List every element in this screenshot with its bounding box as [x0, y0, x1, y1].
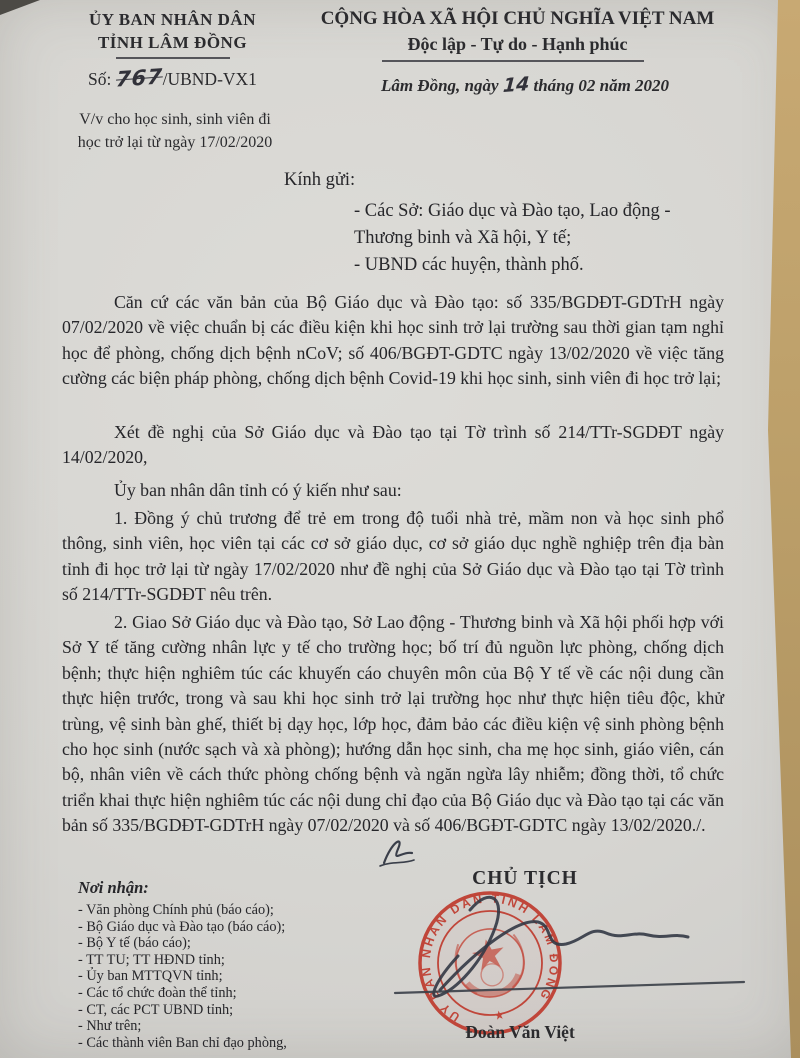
body-paragraph-1: Căn cứ các văn bản của Bộ Giáo dục và Đào tạo: số 335/BGDĐT-GDTrH ngày 07/02/2020 về việc chuẩn bị các điều kiện khi học sinh trở lại trường sau thời gian tạm nghỉ học để phòng, chống dịch bệnh nCoV; số 406/BGĐT-GDTC ngày 13/02/2020 về việc tăng cường các biện pháp phòng, chống dịch bệnh Covid-19 khi học sinh, sinh viên đi học trở lại; — [62, 292, 724, 389]
signer-name: Đoàn Văn Việt — [465, 1022, 575, 1042]
document-number-handwritten: 767 — [114, 64, 164, 92]
noi-nhan-label: Nơi nhận: — [78, 878, 149, 897]
noi-nhan-item: - Bộ Giáo dục và Đào tạo (báo cáo); — [78, 918, 286, 935]
recipient-list — [354, 198, 671, 279]
body-paragraph-3: Ủy ban nhân dân tỉnh có ý kiến như sau: — [114, 480, 402, 500]
recipient-line: Thương binh và Xã hội, Y tế; — [354, 228, 572, 248]
subject-line1: V/v cho học sinh, sinh viên đi — [79, 111, 271, 128]
noi-nhan-item: - Các tổ chức đoàn thể tỉnh; — [78, 984, 237, 1001]
date-prefix: Lâm Đồng, ngày — [380, 76, 503, 95]
date-day-handwritten: 14 — [502, 72, 530, 98]
document-number-line — [55, 66, 290, 90]
national-motto-block — [300, 8, 735, 55]
subject-block — [50, 108, 300, 154]
noi-nhan-item: - TT TU; TT HĐND tỉnh; — [78, 951, 225, 968]
seal-circular-text: ỦY BAN NHÂN DÂN TỈNH LÂM ĐỒNG — [418, 891, 562, 1025]
noi-nhan-item: - CT, các PCT UBND tỉnh; — [78, 1001, 234, 1018]
salutation: Kính gửi: — [284, 170, 356, 190]
issuing-authority-line1: ỦY BAN NHÂN DÂN — [89, 10, 256, 29]
noi-nhan-item: - Văn phòng Chính phủ (báo cáo); — [78, 902, 274, 918]
subject-line2: học trở lại từ ngày 17/02/2020 — [77, 134, 273, 151]
noi-nhan-item: - Các thành viên Ban chỉ đạo phòng, — [78, 1034, 287, 1051]
noi-nhan-block — [78, 878, 287, 1051]
handwritten-paraph — [372, 833, 420, 871]
signer-title: CHỦ TỊCH — [472, 868, 578, 889]
scan-corner-shadow — [0, 0, 40, 15]
national-title: CỘNG HÒA XÃ HỘI CHỦ NGHĨA VIỆT NAM — [320, 8, 715, 29]
handwritten-signature — [370, 888, 760, 1013]
body-paragraph-4: 1. Đồng ý chủ trương để trẻ em trong độ tuổi nhà trẻ, mầm non và học sinh phổ thông, sinh viên, học viên tại các cơ sở giáo dục, cơ sở giáo dục nghề nghiệp trên địa bàn tỉnh đi học trở lại từ ngày 17/02/2020 như đề nghị của Sở Giáo dục và Đào tạo tại Tờ trình số 214/TTr-SGDĐT nêu trên. — [62, 508, 724, 605]
seal-star: ★ — [492, 1007, 506, 1024]
body-paragraph-2: Xét đề nghị của Sở Giáo dục và Đào tạo tại Tờ trình số 214/TTr-SGDĐT ngày 14/02/2020, — [62, 422, 724, 468]
issuing-authority-underline — [116, 57, 230, 59]
noi-nhan-item: - Như trên; — [78, 1018, 142, 1035]
recipient-line: - UBND các huyện, thành phố. — [354, 255, 584, 275]
document-number-suffix: /UBND-VX1 — [162, 69, 257, 89]
place-date-line — [330, 74, 720, 96]
recipient-line: - Các Sở: Giáo dục và Đào tạo, Lao động - — [354, 201, 671, 221]
issuing-authority-line2: TỈNH LÂM ĐỒNG — [97, 33, 248, 52]
body-paragraph-5: 2. Giao Sở Giáo dục và Đào tạo, Sở Lao động - Thương binh và Xã hội phối hợp với Sở Y tế tăng cường nhân lực y tế cho trường học; bố trí đủ nguồn lực phòng, chống dịch bệnh; thực hiện nghiêm túc các khuyến cáo chuyên môn của Bộ Y tế về các nội dung cần thực hiện trước, trong và sau khi học sinh trở lại trường học như thực hiện tiêu độc, khử trùng, vệ sinh bàn ghế, thiết bị dạy học, lớp học, đảm bảo các điều kiện vệ sinh phòng bệnh cho học sinh (nước sạch và xà phòng); hướng dẫn học sinh, cha mẹ học sinh, giáo viên, cán bộ, nhân viên về cách thức phòng chống bệnh và ngăn ngừa lây nhiễm; đồng thời, tổ chức triển khai thực hiện nghiêm túc các nội dung chỉ đạo của Bộ Giáo dục và Đào tạo tại các văn bản số 335/BGDĐT-GDTrH ngày 07/02/2020 và số 406/BGĐT-GDTC ngày 13/02/2020./. — [62, 612, 724, 836]
noi-nhan-item: - Bộ Y tế (báo cáo); — [78, 935, 191, 952]
noi-nhan-item: - Ủy ban MTTQVN tỉnh; — [78, 968, 223, 985]
national-motto: Độc lập - Tự do - Hạnh phúc — [407, 34, 628, 54]
document-number-label: Số: — [88, 69, 116, 89]
national-motto-underline — [382, 60, 644, 62]
date-suffix: tháng 02 năm 2020 — [529, 76, 670, 95]
issuing-authority-block — [55, 10, 290, 53]
